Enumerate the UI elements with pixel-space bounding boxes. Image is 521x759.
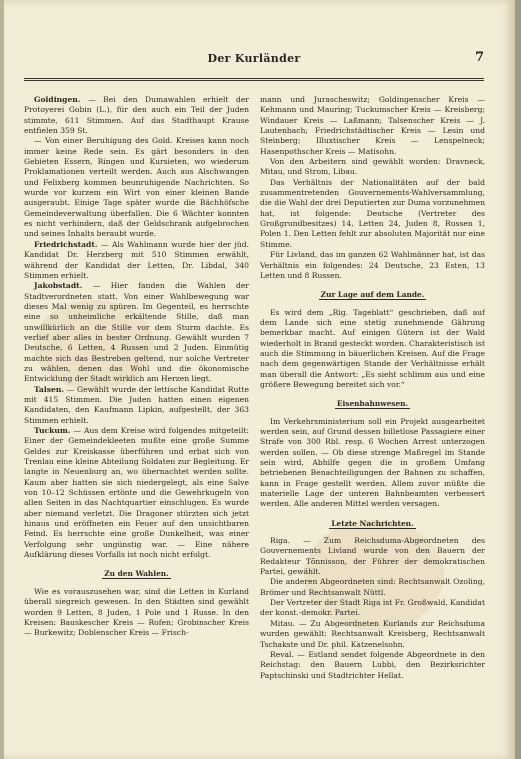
article-paragraph: Im Verkehrsministerium soll ein Projekt ausgearbeitet werden sein, auf Grund dessen billetlose Passagiere einer Strafe von 300 Rbl. resp. 6 Wochen Arrest unterzogen werden sollen. — Ob diese strenge Maßregel im Stande sein wird, Abhilfe gegen die in großem Umfang betriebenen Benachteiligungen der Bahnen zu schaffen, kann in Frage gestellt werden. Allem zuvor müßte die materielle Lage der unteren Bahnbeamten verbessert werden. Alle anderen Mittel werden versagen. xyxy=(260,416,485,509)
article-paragraph: Riga. — Zum Reichsduma-Abgeordneten des Gouvernements Livland wurde von den Bauern der Redakteur Tõnnisson, der Führer der demokratischen Partei, gewählt. xyxy=(260,536,485,577)
article-paragraph: Mitau. — Zu Abgeordneten Kurlands zur Reichsduma wurden gewählt: Rechtsanwalt Kreisberg, Rechtsanwalt Tschakste und Dr. phil. Katzenelsohn. xyxy=(260,618,485,649)
article-paragraph: Friedrichstadt. — Als Wahlmann wurde hier der jüd. Kandidat Dr. Herzberg mit 510 Stimmen erwählt, während der Kandidat der Letten, Dr. Libdal, 340 Stimmen erhielt. xyxy=(24,239,249,280)
header-rule xyxy=(24,80,484,81)
article-paragraph: Das Verhältnis der Nationalitäten auf der bald zusammentretenden Gouvernements-Wahlversammlung, die die Wahl der drei Deputierten zur Duma vorzunehmen hat, ist folgende: Deutsche (Vertreter des Großgrundbesitzes) 14, Letten 24, Juden 8, Russen 1, Polen 1. Den Letten fehlt zur absoluten Majorität nur eine Stimme. xyxy=(260,177,485,249)
newspaper-page xyxy=(4,0,515,759)
article-paragraph: Jakobstadt. — Hier fanden die Wahlen der Stadtverordneten statt. Von einer Wahlbewegung war dieses Mal wenig zu spüren. Im Gegenteil, es herrschte eine so unheimliche erkältende Stille, daß man unwillkürlich an die Stille vor dem Sturm dachte. Es verlief aber alles in bester Ordnung. Gewählt wurden 7 Deutsche, 6 Letten, 4 Russen und 2 Juden. Einmütig machte sich das Bestreben geltend, nur solche Vertreter zu wählen, denen das Wohl und die ökonomische Entwicklung der Stadt wirklich am Herzen liegt. xyxy=(24,281,249,384)
article-paragraph: mann und Jurascheswitz; Goldingenscher Kreis — Kehmann und Mauring; Tuckumscher Kreis — Kreisberg; Windauer Kreis — Laßmann; Talsenscher Kreis — J. Lautenbach; Friedrichstädtischer Kreis — Lesin und Steinberg; Illuxtischer Kreis — Lenspelneck; Hasenpothscher Kreis — Matisohn. xyxy=(260,95,485,156)
article-paragraph: Tuckum. — Aus dem Kreise wird folgendes mitgeteilt: Einer der Gemeindekleeten mußte eine große Summe Geldes zur Kreiskasse überführen und erbat sich von Trenlau eine kleine Abteilung Soldaten zur Begleitung. Er langte in Neuenburg an, wo übernachtet werden sollte. Kaum aber hatten sie sich niedergelegt, als eine Salve von 10–12 Schüssen ertönte und die Gewehrkugeln von allen Seiten in das Nachtquartier einschlugen. Es wurde aber niemand verletzt. Die Dragoner stürzten sich jetzt hinaus und eröffneten ein Feuer auf den unsichtbaren Feind. Es herrschte eine große Dunkelheit, was einer Verfolgung sehr ungünstig war. — Eine nähere Aufklärung dieses Vorfalls ist noch nicht erfolgt. xyxy=(24,426,249,560)
section-heading: Eisenbahnwesen. xyxy=(336,399,409,409)
article-paragraph: — Von einer Beruhigung des Gold. Kreises kann noch immer keine Rede sein. Es gärt besonders in den Gebieten Essern, Ringen und Kursieten, wo wiederum Proklamationen verteilt werden. Auch aus Alschwangen und Felixberg kommen beunruhigende Nachrichten. So wurde vor kurzem ein Wirt von einer kleinen Bande ausgeraubt. Einige Tage später wurde die Bächhöfsche Gemeindeverwaltung überfallen. Die 6 Wächter konnten es nicht verhindern, daß der Geldschrank aufgebrochen und seines Inhalts beraubt wurde. xyxy=(24,136,249,239)
page-header xyxy=(24,52,484,72)
page-title: Der Kurländer xyxy=(207,52,301,65)
article-paragraph: Der Vertreter der Stadt Riga ist Fr. Großwald, Kandidat der konst.-demokr. Partei. xyxy=(260,598,485,618)
article-paragraph: Für Livland, das im ganzen 62 Wahlmänner hat, ist das Verhältnis ein folgendes: 24 Deutsche, 23 Esten, 13 Letten und 8 Russen. xyxy=(260,250,485,280)
article-paragraph: Es wird dem „Rig. Tageblatt“ geschrieben, daß auf dem Lande sich eine stetig zunehmende Gährung bemerkbar macht. Auf einigen Gütern ist der Wald wiederholt in Brand gesteckt worden. Charakteristisch ist auch die Stimmung in bäuerlichen Kreisen. Auf die Frage nach dem gegenwärtigen Stande der Verhältnisse erhält man überall die Antwort: „Es sieht schlimm aus und eine größere Bewegung bereitet sich vor.“ xyxy=(260,307,485,389)
right-column xyxy=(260,95,485,735)
header-rule xyxy=(24,78,484,79)
left-column xyxy=(24,95,249,735)
book-spine xyxy=(515,0,521,759)
section-heading: Letzte Nachrichten. xyxy=(331,518,414,528)
article-paragraph: Die anderen Abgeordneten sind: Rechtsanwalt Ozoling, Brömer und Rechtsanwalt Nüttl. xyxy=(260,577,485,597)
section-heading: Zur Lage auf dem Lande. xyxy=(320,290,425,300)
section-heading: Zu den Wahlen. xyxy=(104,569,169,579)
article-paragraph: Reval. — Estland sendet folgende Abgeordnete in den Reichstag: den Bauern Lubbi, den Bezirksrichter Paptschinski und Stadtrichter Hellat. xyxy=(260,649,485,680)
article-paragraph: Wie es vorauszusehen war, sind die Letten in Kurland überall siegreich gewesen. In den Städten sind gewählt worden 9 Letten, 8 Juden, 1 Pole und 1 Russe. In den Kreisen: Bauskescher Kreis — Rofen; Grobinscher Kreis — Burkewitz; Doblenscher Kreis — Frisch- xyxy=(24,586,249,638)
page-number: 7 xyxy=(474,50,484,65)
article-paragraph: Talsen. — Gewählt wurde der lettische Kandidat Rutte mit 415 Stimmen. Die Juden hatten einen eigenen Kandidaten, den Kaufmann Lipkin, aufgestellt, der 363 Stimmen erhielt. xyxy=(24,384,249,425)
article-paragraph: Von den Arbeitern sind gewählt worden: Dravneck, Mitau, und Strom, Libau. xyxy=(260,157,485,177)
article-paragraph: Goldingen. — Bei den Dumawahlen erhielt der Protoyerei Gobin (L.), für den auch ein Teil der Juden stimmte, 611 Stimmen. Auf das Stadthaupt Krause entfielen 359 St. xyxy=(24,95,249,136)
